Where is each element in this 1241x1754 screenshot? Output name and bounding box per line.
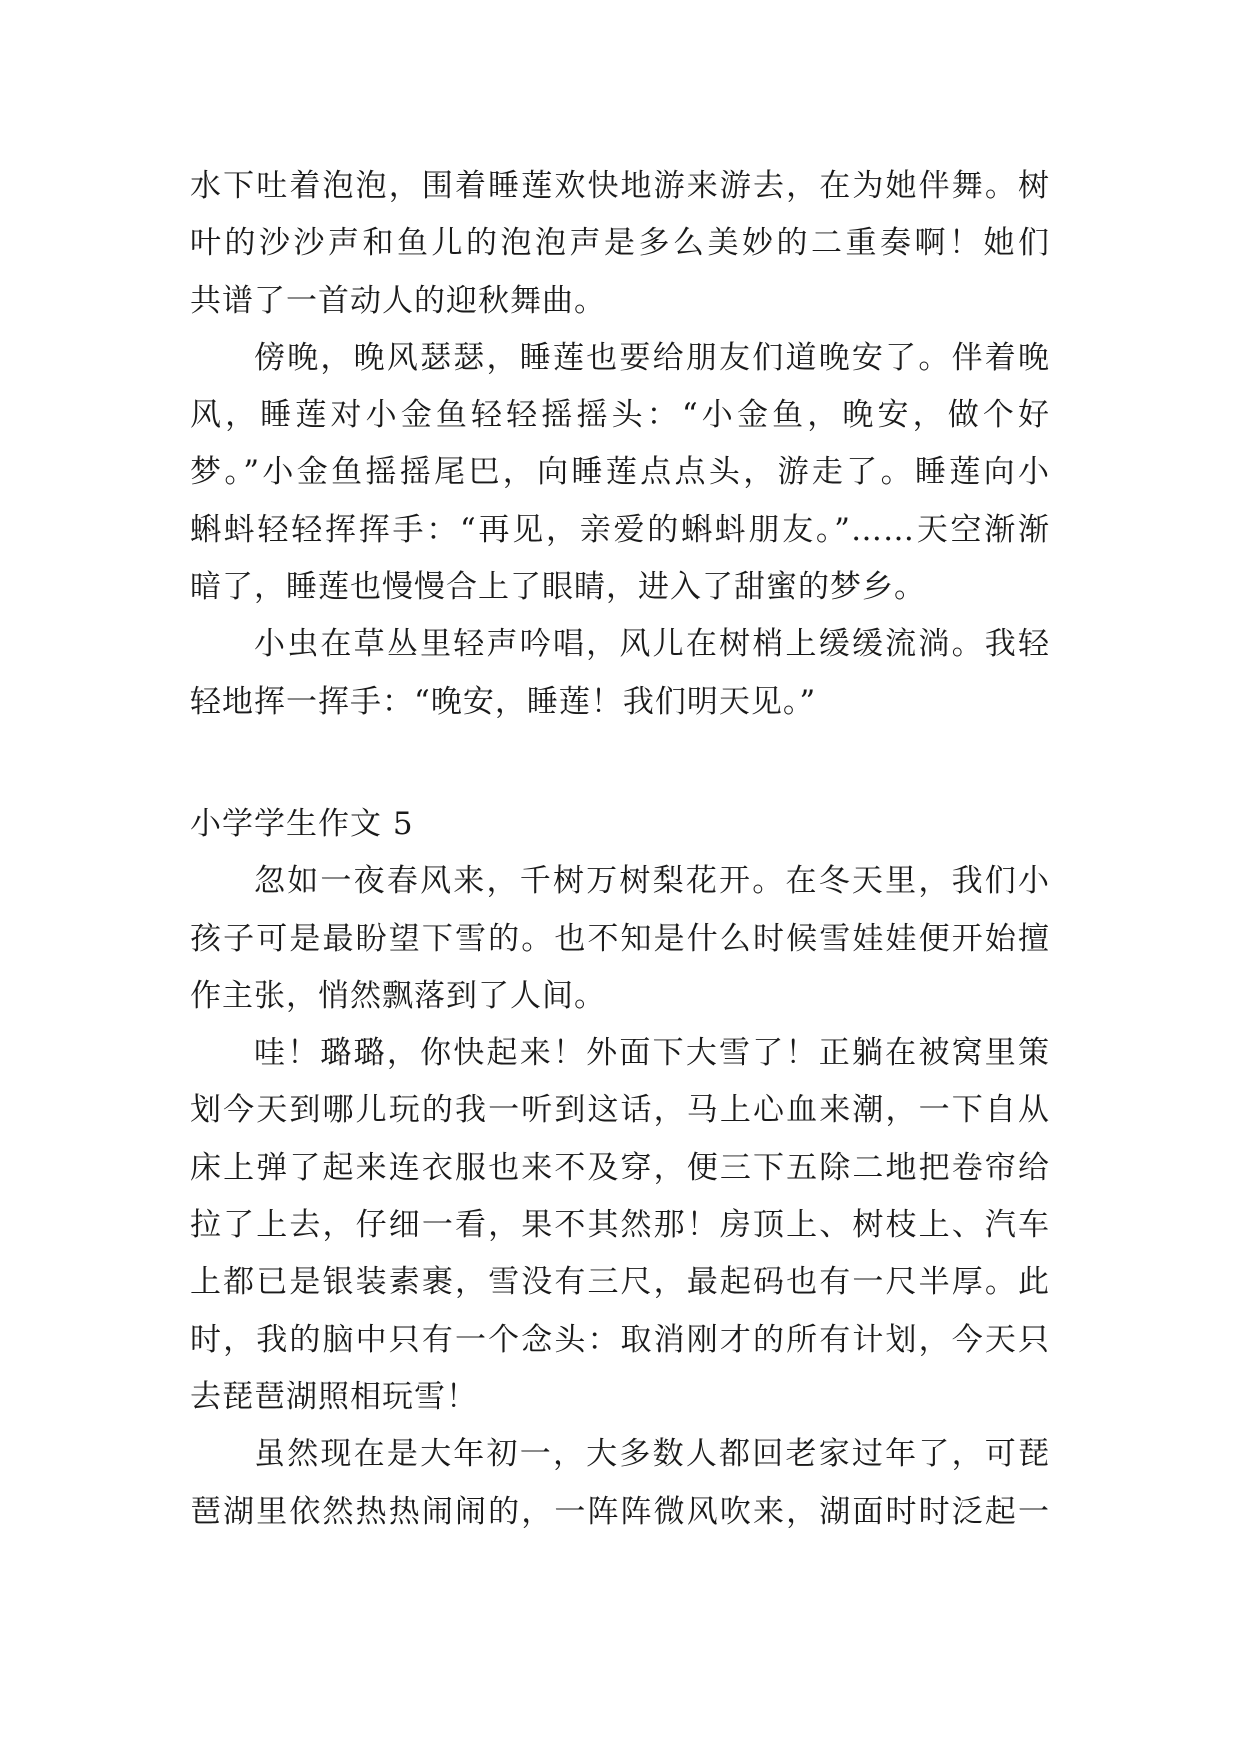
page-body [190, 158, 1050, 1541]
text-line: 时，我的脑中只有一个念头：取消刚才的所有计划，今天只 [190, 1321, 1050, 1358]
text-line: 划今天到哪儿玩的我一听到这话，马上心血来潮，一下自从 [190, 1092, 1050, 1129]
paragraph-waterlily-fish [190, 158, 1050, 330]
text-line: 忽如一夜春风来，千树万树梨花开。在冬天里，我们小 [254, 863, 1050, 900]
text-line: 共谱了一首动人的迎秋舞曲。 [190, 282, 606, 319]
paragraph-new-year [190, 1426, 1050, 1541]
text-line: 琶湖里依然热热闹闹的，一阵阵微风吹来，湖面时时泛起一 [190, 1493, 1050, 1530]
text-line: 小虫在草丛里轻声吟唱，风儿在树梢上缓缓流淌。我轻 [254, 626, 1050, 663]
section-gap [190, 731, 1050, 796]
text-line: 梦。”小金鱼摇摇尾巴，向睡莲点点头，游走了。睡莲向小 [190, 454, 1050, 491]
text-line: 轻地挥一挥手：“晚安，睡莲！我们明天见。” [190, 683, 817, 720]
text-line: 叶的沙沙声和鱼儿的泡泡声是多么美妙的二重奏啊！她们 [190, 225, 1050, 262]
text-line: 水下吐着泡泡，围着睡莲欢快地游来游去，在为她伴舞。树 [190, 168, 1050, 204]
essay-title: 小学学生作文 5 [190, 805, 414, 842]
text-line: 风，睡莲对小金鱼轻轻摇摇头：“小金鱼，晚安，做个好 [190, 397, 1050, 434]
text-line: 哇！璐璐，你快起来！外面下大雪了！正躺在被窝里策 [254, 1035, 1050, 1072]
text-line: 拉了上去，仔细一看，果不其然那！房顶上、树枝上、汽车 [190, 1207, 1050, 1244]
paragraph-snowfall [190, 1025, 1050, 1426]
text-line: 去琵琶湖照相玩雪！ [190, 1378, 478, 1415]
paragraph-evening [190, 330, 1050, 616]
text-line: 上都已是银装素裹，雪没有三尺，最起码也有一尺半厚。此 [190, 1264, 1050, 1301]
text-line: 暗了，睡莲也慢慢合上了眼睛，进入了甜蜜的梦乡。 [190, 569, 926, 606]
text-line: 傍晚，晚风瑟瑟，睡莲也要给朋友们道晚安了。伴着晚 [254, 339, 1050, 376]
paragraph-spring-wind [190, 853, 1050, 1025]
text-line: 孩子可是最盼望下雪的。也不知是什么时候雪娃娃便开始擅 [190, 920, 1050, 957]
text-line: 蝌蚪轻轻挥挥手：“再见，亲爱的蝌蚪朋友。”……天空渐渐 [190, 511, 1050, 548]
text-line: 虽然现在是大年初一，大多数人都回老家过年了，可琵 [254, 1436, 1050, 1473]
text-line: 床上弹了起来连衣服也来不及穿，便三下五除二地把卷帘给 [190, 1149, 1050, 1186]
text-line: 作主张，悄然飘落到了人间。 [190, 977, 606, 1014]
paragraph-goodnight [190, 616, 1050, 731]
